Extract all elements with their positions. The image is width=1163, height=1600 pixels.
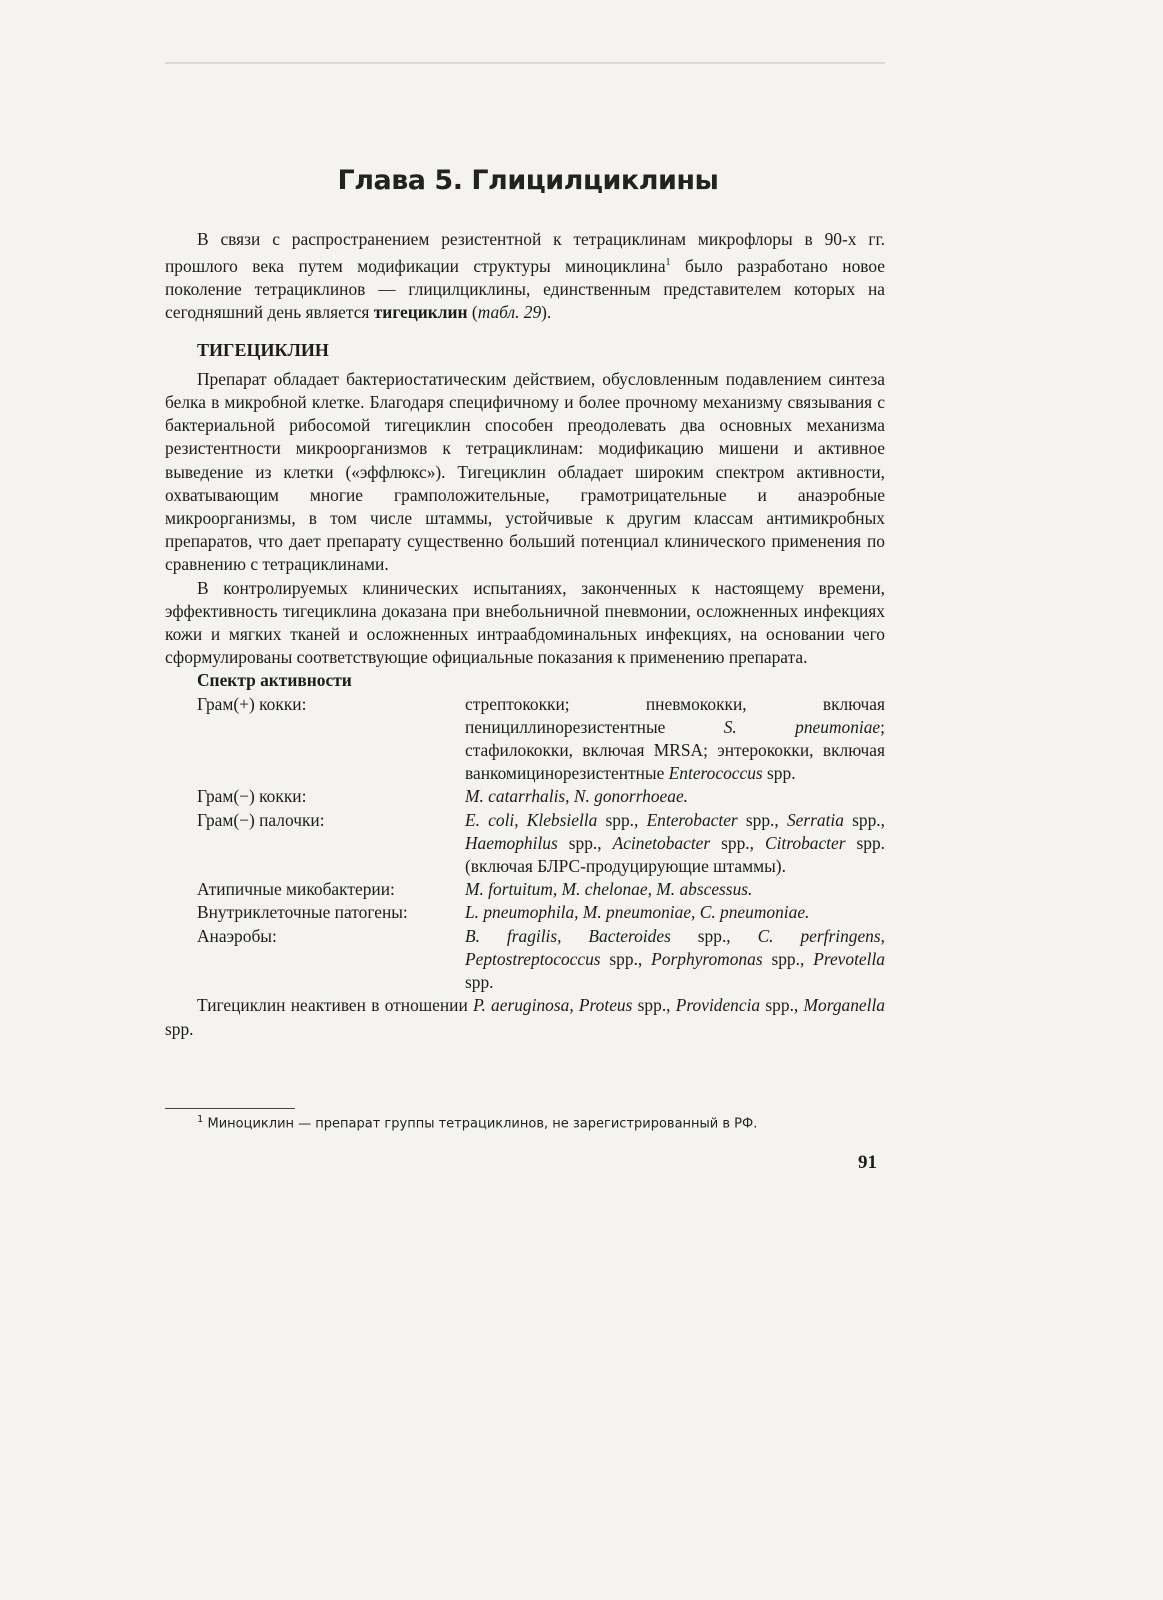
- spectrum-label: Грам(−) кокки:: [197, 786, 307, 807]
- organism-name: Haemophilus: [465, 832, 558, 853]
- paragraph-1: Препарат обладает бактериостатическим действием, обусловленным подавлением синтеза белка в микробной клетке. Благодаря специфичному и более прочному механизму связывания с бактериальной рибосомой тигециклин способен преодолевать два основных механизма резистентности микроорганизмов к тетрациклинам: модификацию мишени и активное выведение из клетки («эффлюкс»). Тигециклин обладает широким спектром активности, охватывающим многие грамположительные, грамотрицательные и анаэробные микроорганизмы, в том числе штаммы, устойчивые к другим классам антимикробных препаратов, что дает препарату существенно больший потенциал клинического применения по сравнению с тетрациклинами.: [165, 368, 885, 575]
- spectrum-row: [165, 925, 885, 995]
- inactive-spp-2: spp.,: [760, 995, 804, 1016]
- footnote-text: Миноциклин — препарат группы тетрациклинов, не зарегистрированный в РФ.: [203, 1116, 758, 1132]
- footnote-mark: 1: [197, 1114, 204, 1125]
- spectrum-label: Грам(−) палочки:: [197, 809, 325, 830]
- organism-text: spp.,: [710, 832, 765, 853]
- main-text: [165, 228, 885, 1041]
- inactive-spp-1: spp.,: [632, 995, 676, 1016]
- intro-text: В связи с распространением резистентной к тетрациклинам микрофлоры в 90-х гг. прошлого века путем модификации структуры миноциклина: [165, 229, 885, 276]
- spectrum-organisms: [465, 901, 885, 924]
- organism-text: spp.,: [557, 832, 613, 853]
- spectrum-row: [165, 809, 885, 879]
- organism-text: стрептококки; пневмококки, включая пенициллинорезистентные: [465, 693, 885, 737]
- organism-text: ; стафилококки, включая MRSA; энтерококки, включая ванкомицинорезистентные: [465, 716, 885, 784]
- spectrum-label: Атипичные микобактерии:: [197, 879, 395, 900]
- spectrum-organisms: [465, 809, 885, 879]
- paren-close: ).: [541, 302, 552, 323]
- organism-name: S. pneumoniae: [723, 716, 881, 737]
- organism-text: spp.,: [762, 948, 814, 969]
- chapter-title: Глава 5. Глицилциклины: [337, 165, 719, 196]
- organism-name: B. fragilis, Bacteroides: [465, 925, 671, 946]
- spectrum-organisms: [465, 925, 885, 995]
- spectrum-label: Внутриклеточные патогены:: [197, 902, 408, 923]
- paragraph-2: В контролируемых клинических испытаниях, законченных к настоящему времени, эффективность тигециклина доказана при внебольничной пневмонии, осложненных инфекциях кожи и мягких тканей и осложненных интраабдоминальных инфекциях, на основании чего сформулированы соответствующие официальные показания к применению препарата.: [165, 577, 885, 668]
- organism-name: M. fortuitum, M. chelonae, M. abscessus.: [465, 879, 753, 900]
- spectrum-heading: Спектр активности: [197, 670, 352, 691]
- intro-text-cont: было разработано новое поколение тетрациклинов — глицилциклины, единственным представителем которых на сегодняшний день является: [165, 256, 885, 323]
- organism-name: C. perfringens, Peptostreptococcus: [465, 925, 885, 969]
- organism-text: spp.,: [600, 948, 652, 969]
- organism-name: Acinetobacter: [612, 832, 711, 853]
- header-rule: [165, 62, 885, 64]
- inactive-prefix: Тигециклин неактивен в отношении: [197, 995, 474, 1016]
- organism-name: Citrobacter: [764, 832, 846, 853]
- inactive-organisms-3: Morganella: [803, 995, 885, 1016]
- drug-name-bold: тигециклин: [373, 302, 468, 323]
- organism-name: Serratia: [786, 809, 844, 830]
- organism-text: spp.,: [843, 809, 885, 830]
- section-heading: ТИГЕЦИКЛИН: [197, 339, 329, 360]
- spectrum-organisms: [465, 693, 885, 786]
- spectrum-list: [165, 693, 885, 995]
- spectrum-label: Анаэробы:: [197, 925, 277, 946]
- inactive-spp-3: spp.: [165, 1018, 194, 1039]
- spectrum-organisms: [465, 878, 885, 901]
- page-number: 91: [858, 1152, 877, 1173]
- paren-open: (: [467, 302, 478, 323]
- organism-text: spp.: [465, 972, 494, 993]
- organism-text: spp.,: [597, 809, 647, 830]
- spectrum-row: [165, 901, 885, 924]
- footnote-marker: 1: [665, 257, 671, 269]
- intro-paragraph: [165, 228, 885, 325]
- spectrum-row: [165, 785, 885, 808]
- inactive-paragraph: [165, 994, 885, 1040]
- organism-name: L. pneumophila, M. pneumoniae, C. pneumoniae.: [465, 902, 810, 923]
- organism-name: Enterobacter: [646, 809, 738, 830]
- inactive-organisms-1: P. aeruginosa, Proteus: [473, 995, 633, 1016]
- organism-name: Enterococcus: [668, 763, 763, 784]
- inactive-organisms-2: Providencia: [675, 995, 761, 1016]
- organism-name: Prevotella: [813, 948, 885, 969]
- organism-text: spp.: [762, 763, 796, 784]
- footnote-rule: [165, 1108, 295, 1109]
- spectrum-row: [165, 878, 885, 901]
- organism-text: spp. (включая БЛРС-продуцирующие штаммы).: [465, 832, 885, 877]
- organism-name: M. catarrhalis, N. gonorrhoeae.: [465, 786, 689, 807]
- organism-text: spp.,: [737, 809, 787, 830]
- organism-name: Porphyromonas: [651, 948, 763, 969]
- organism-name: E. coli, Klebsiella: [465, 809, 598, 830]
- spectrum-organisms: [465, 785, 885, 808]
- organism-text: spp.,: [670, 925, 758, 946]
- footnote: [197, 1114, 757, 1131]
- spectrum-label: Грам(+) кокки:: [197, 693, 307, 714]
- table-ref: табл. 29: [477, 302, 542, 323]
- spectrum-row: [165, 693, 885, 786]
